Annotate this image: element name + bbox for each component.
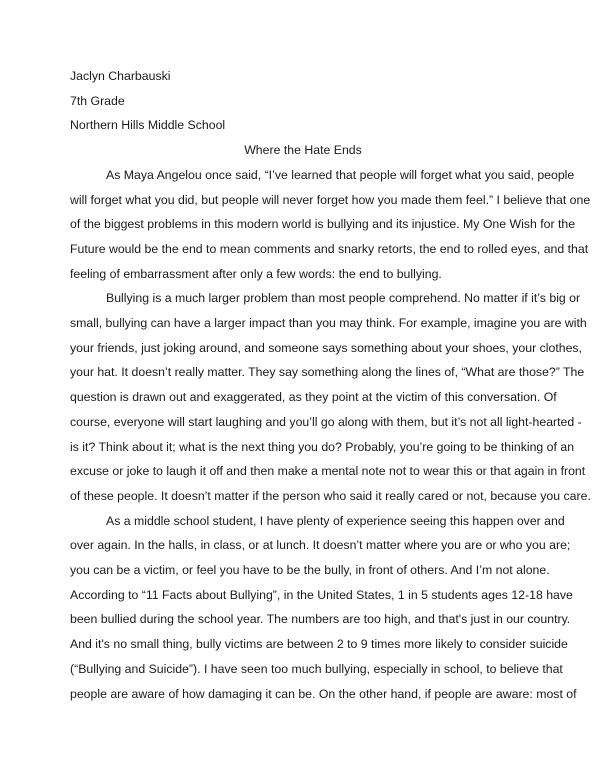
paragraph-line: of the biggest problems in this modern world is bullying and its injustice. My One Wish for the <box>70 217 576 232</box>
paragraph-line: over again. In the halls, in class, or at lunch. It doesn’t matter where you are or who you are; <box>70 538 571 553</box>
essay-body <box>70 163 591 706</box>
paragraph-line: Bullying is a much larger problem than most people comprehend. No matter if it’s big or <box>106 291 581 306</box>
paragraph-line: As a middle school student, I have plenty of experience seeing this happen over and <box>106 513 565 528</box>
paragraph-line: Future would be the end to mean comments and snarky retorts, the end to rolled eyes, and that <box>70 241 589 256</box>
author-name: Jaclyn Charbauski <box>70 69 171 83</box>
paragraph-line: excuse or joke to laugh it off and then make a mental note not to wear this or that again in front <box>70 464 586 479</box>
body-paragraph <box>70 163 591 287</box>
paragraph-line: And it's no small thing, bully victims are between 2 to 9 times more likely to consider suicide <box>70 637 568 652</box>
paragraph-line: been bullied during the school year. The numbers are too high, and that's just in our country. <box>70 612 571 627</box>
paragraph-line: question is drawn out and exaggerated, as they point at the victim of this conversation. Of <box>70 390 557 405</box>
paragraph-line: of these people. It doesn’t matter if the person who said it really cared or not, because you care. <box>70 488 591 503</box>
body-paragraph <box>70 286 591 508</box>
paragraph-line: is it? Think about it; what is the next thing you do? Probably, you’re going to be thinking of an <box>70 439 575 454</box>
school-name: Northern Hills Middle School <box>70 118 226 133</box>
paragraph-line: small, bullying can have a larger impact than you may think. For example, imagine you are with <box>70 316 587 331</box>
paragraph-line: you can be a victim, or feel you have to be the bully, in front of others. And I’m not alone. <box>70 563 550 578</box>
paragraph-line: will forget what you did, but people will never forget how you made them feel.” I believe that one <box>70 192 591 207</box>
paragraph-line: As Maya Angelou once said, “I’ve learned that people will forget what you said, people <box>106 167 575 182</box>
paragraph-line: (“Bullying and Suicide”). I have seen too much bullying, especially in school, to believe that <box>70 661 563 676</box>
paragraph-line: According to “11 Facts about Bullying”, in the United States, 1 in 5 students ages 12-18 have <box>70 587 573 602</box>
grade-level: 7th Grade <box>70 93 125 108</box>
body-paragraph <box>70 509 577 707</box>
paragraph-line: your hat. It doesn’t really matter. They say something along the lines of, “What are those?” The <box>70 365 585 380</box>
paragraph-line: course, everyone will start laughing and you’ll go along with them, but it’s not all light-hearted - <box>70 414 582 429</box>
paragraph-line: people are aware of how damaging it can be. On the other hand, if people are aware: most of <box>70 686 577 701</box>
paragraph-line: feeling of embarrassment after only a few words: the end to bullying. <box>70 266 442 281</box>
essay-title: Where the Hate Ends <box>244 143 362 158</box>
paragraph-line: your friends, just joking around, and someone says something about your shoes, your clothes, <box>70 340 582 355</box>
